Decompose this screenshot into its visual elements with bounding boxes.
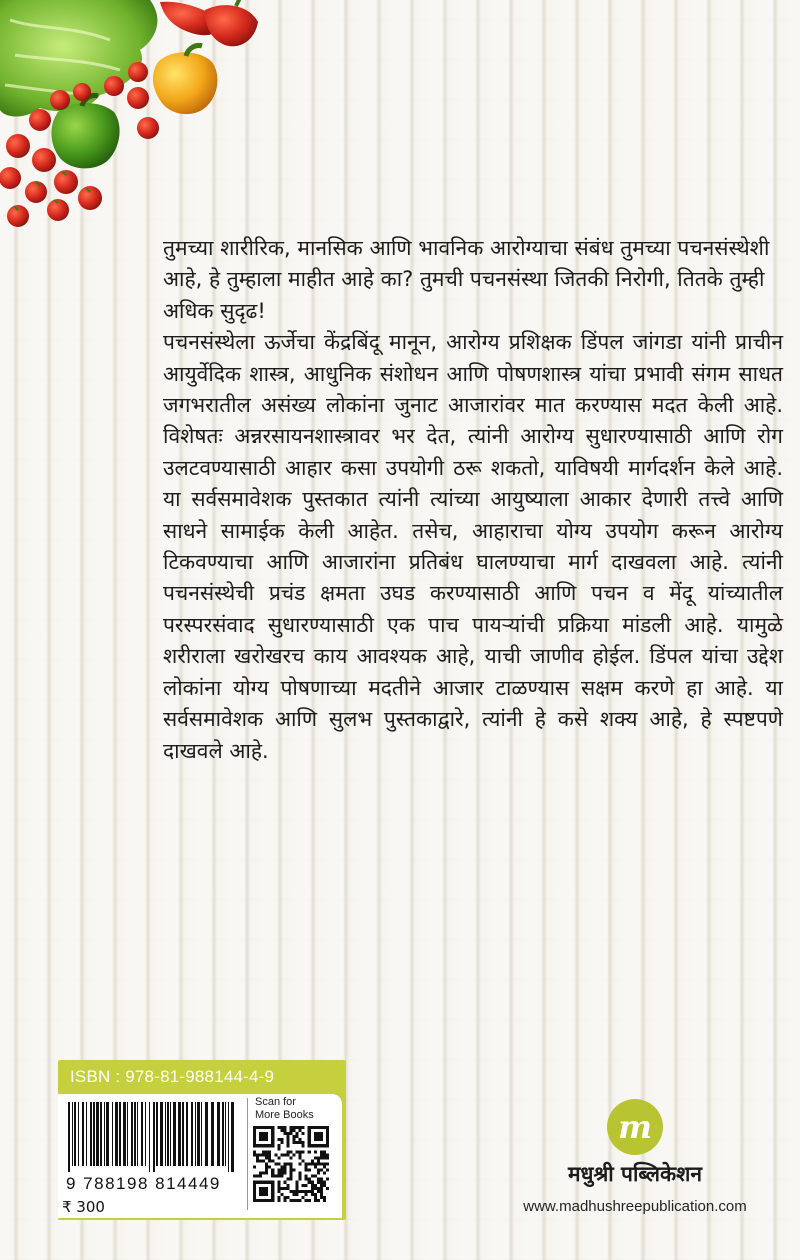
scan-caption-line2: More Books [255, 1109, 314, 1121]
isbn-barcode-panel [58, 1060, 346, 1220]
price-label: ₹ 300 [62, 1198, 105, 1216]
isbn-number: ISBN : 978-81-988144-4-9 [70, 1067, 275, 1086]
back-cover-blurb [163, 233, 783, 767]
publisher-name: मधुश्री पब्लिकेशन [567, 1162, 703, 1186]
scan-caption-line1: Scan for [255, 1096, 296, 1108]
barcode-box [58, 1094, 342, 1218]
divider [247, 1098, 248, 1210]
blurb-body-paragraph: पचनसंस्थेला ऊर्जेचा केंद्रबिंदू मानून, आरोग्य प्रशिक्षक डिंपल जांगडा यांनी प्राचीन आयुर्वेदिक शास्त्र, आधुनिक संशोधन आणि पोषणशास्त्र यांचा प्रभावी संगम साधत जगभरातील असंख्य लोकांना जुनाट आजारांवर मात करण्यास मदत केली आहे. विशेषतः अन्नरसायनशास्त्रावर भर देत, त्यांनी आरोग्य सुधारण्यासाठी आणि रोग उलटवण्यासाठी आहार कसा उपयोगी ठरू शकतो, याविषयी मार्गदर्शन केले आहे. या सर्वसमावेशक पुस्तकात त्यांनी त्यांच्या आयुष्याला आकार देणारी तत्त्वे आणि साधने सामाईक केली आहेत. तसेच, आहाराचा योग्य उपयोग करून आरोग्य टिकवण्याचा आणि आजारांना प्रतिबंध घालण्याचा मार्ग दाखवला आहे. त्यांनी पचनसंस्थेची प्रचंड क्षमता उघड करण्यासाठी आणि पचन व मेंदू यांच्यातील परस्परसंवाद सुधारण्यासाठी एक पाच पायऱ्यांची प्रक्रिया मांडली आहे. यामुळे शरीराला खरोखरच काय आवश्यक आहे, याची जाणीव होईल. डिंपल यांचा उद्देश लोकांना योग्य पोषणाच्या मदतीने आजार टाळण्यास सक्षम करणे हा आहे. या सर्वसमावेशक आणि सुलभ पुस्तकाद्वारे, त्यांनी हे कसे शक्य आहे, हे स्पष्टपणे दाखवले आहे. [163, 330, 783, 763]
blurb-intro-paragraph: तुमच्या शारीरिक, मानसिक आणि भावनिक आरोग्याचा संबंध तुमच्या पचनसंस्थेशी आहे, हे तुम्हाला माहीत आहे का? तुमची पचनसंस्था जितकी निरोगी, तितके तुम्ही अधिक सुदृढ! [163, 236, 770, 323]
qr-code-icon [253, 1126, 329, 1202]
publisher-website: www.madhushreepublication.com [523, 1198, 747, 1215]
publisher-logo-icon [606, 1098, 664, 1156]
logo-letter: m [618, 1108, 652, 1146]
barcode-digits: 9 788198 814449 [66, 1174, 221, 1193]
scan-caption [255, 1096, 314, 1122]
vegetables-illustration [0, 0, 270, 240]
barcode-icon [66, 1102, 236, 1172]
